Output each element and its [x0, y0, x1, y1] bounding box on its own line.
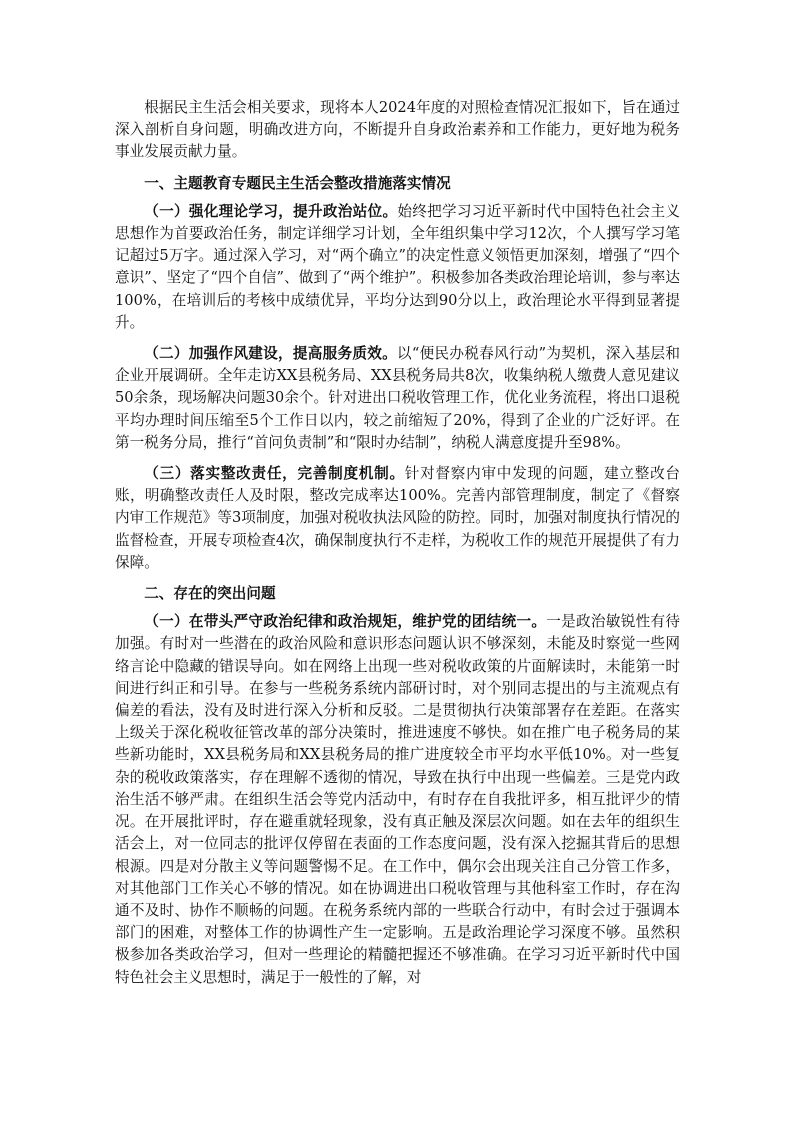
intro-paragraph: 根据民主生活会相关要求，现将本人2024年度的对照检查情况汇报如下，旨在通过深入剖析自身问题，明确改进方向，不断提升自身政治素养和工作能力，更好地为税务事业发展贡献力量。: [115, 99, 680, 161]
section-2-item-1-lead: （一）在带头严守政治纪律和政治规矩，维护党的团结统一。: [144, 613, 547, 631]
section-2-item-1-text: 一是政治敏锐性有待加强。有时对一些潜在的政治风险和意识形态问题认识不够深刻，未能及时察觉一些网络言论中隐藏的错误导向。如在网络上出现一些对税收政策的片面解读时，未能第一时间进行纠正和引导。在参与一些税务系统内部研讨时，对个别同志提出的与主流观点有偏差的看法，没有及时进行深入分析和反驳。二是贯彻执行决策部署存在差距。在落实上级关于深化税收征管改革的部分决策时，推进速度不够快。如在推广电子税务局的某些新功能时，XX县税务局和XX县税务局的推广进度较全市平均水平低10%。对一些复杂的税收政策落实，存在理解不透彻的情况，导致在执行中出现一些偏差。三是党内政治生活不够严肃。在组织生活会等党内活动中，有时存在自我批评多，相互批评少的情况。在开展批评时，存在避重就轻现象，没有真正触及深层次问题。如在去年的组织生活会上，对一位同志的批评仅停留在表面的工作态度问题，没有深入挖掘其背后的思想根源。四是对分散主义等问题警惕不足。在工作中，偶尔会出现关注自己分管工作多，对其他部门工作关心不够的情况。如在协调进出口税收管理与其他科室工作时，存在沟通不及时、协作不顺畅的问题。在税务系统内部的一些联合行动中，有时会过于强调本部门的困难，对整体工作的协调性产生一定影响。五是政治理论学习深度不够。虽然积极参加各类政治学习，但对一些理论的精髓把握还不够准确。在学习习近平新时代中国特色社会主义思想时，满足于一般性的了解，对: [115, 613, 680, 986]
section-2-item-1: [115, 611, 680, 988]
section-1-item-1-lead: （一）强化理论学习，提升政治站位。: [144, 202, 398, 220]
section-1-item-2-text: 以“便民办税春风行动”为契机，深入基层和企业开展调研。全年走访XX县税务局、XX县税务局共8次，收集纳税人缴费人意见建议50余条，现场解决问题30余个。针对进出口税收管理工作，优化业务流程，将出口退税平均办理时间压缩至5个工作日以内，较之前缩短了20%，得到了企业的广泛好评。在第一税务分局，推行“首问负责制”和“限时办结制”，纳税人满意度提升至98%。: [115, 345, 680, 451]
section-1-item-1: [115, 201, 680, 334]
section-1-item-3-lead: （三）落实整改责任，完善制度机制。: [144, 465, 405, 483]
section-1-item-2-lead: （二）加强作风建设，提高服务质效。: [144, 345, 398, 363]
section-1-item-1-text: 始终把学习习近平新时代中国特色社会主义思想作为首要政治任务，制定详细学习计划，全年组织集中学习12次，个人撰写学习笔记超过5万字。通过深入学习，对“两个确立”的决定性意义领悟更加深刻，增强了“四个意识”、坚定了“四个自信”、做到了“两个维护”。积极参加各类政治理论培训，参与率达100%，在培训后的考核中成绩优异，平均分达到90分以上，政治理论水平得到显著提升。: [115, 202, 680, 331]
section-1-heading: 一、主题教育专题民主生活会整改措施落实情况: [144, 174, 451, 192]
section-2-heading: 二、存在的突出问题: [144, 585, 276, 603]
section-1-item-3: [115, 463, 680, 574]
section-1-item-3-text: 针对督察内审中发现的问题，建立整改台账，明确整改责任人及时限，整改完成率达100%。完善内部管理制度，制定了《督察内审工作规范》等3项制度，加强对税收执法风险的防控。同时，加强对制度执行情况的监督检查，开展专项检查4次，确保制度执行不走样，为税收工作的规范开展提供了有力保障。: [115, 465, 680, 571]
section-1-item-2: [115, 343, 680, 454]
document-page: [115, 97, 680, 995]
